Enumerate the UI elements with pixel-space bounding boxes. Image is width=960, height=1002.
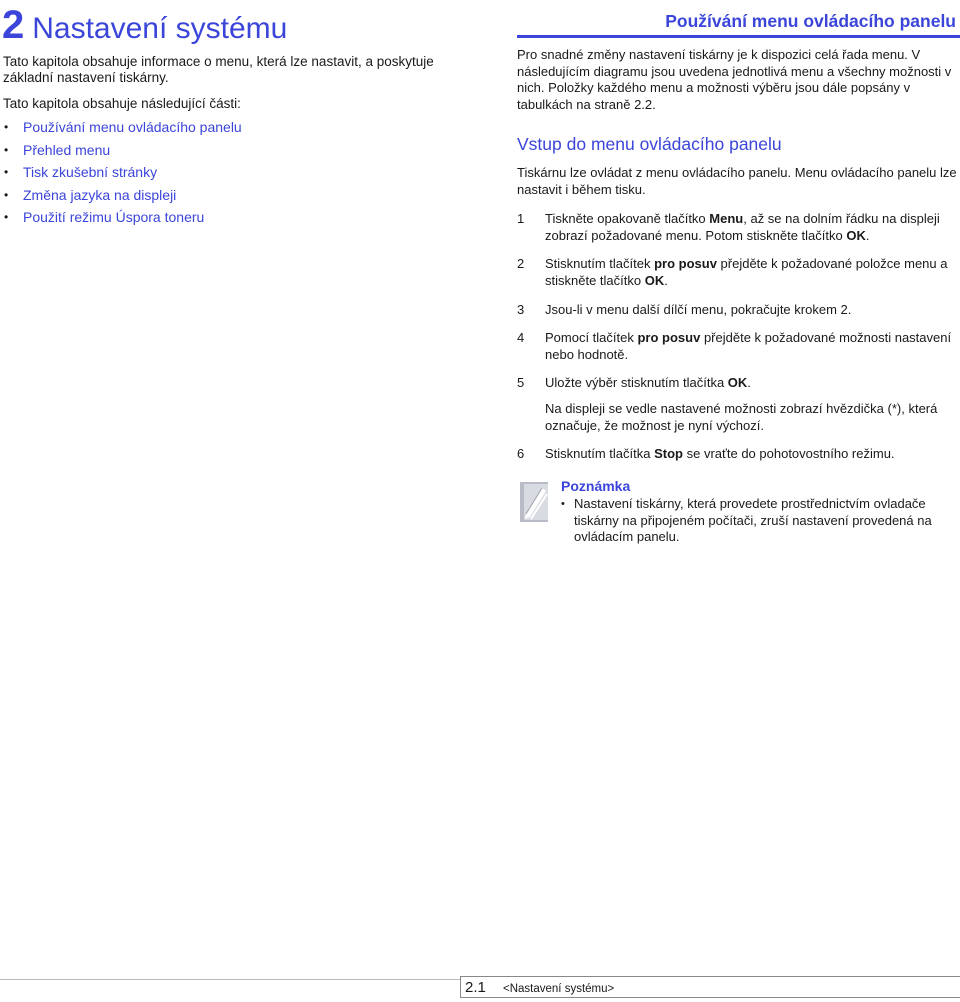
step-5-extra: Na displeji se vedle nastavené možnosti zobrazí hvězdička (*), která označuje, že možnost je nyní výchozí.	[545, 401, 938, 433]
bullet-icon: •	[4, 210, 9, 224]
toc-link[interactable]: Tisk zkušební stránky	[23, 164, 158, 180]
bullet-icon: •	[4, 187, 9, 202]
step-text: Stisknutím tlačítek pro posuv přejděte k požadované položce menu a stiskněte tlačítko OK.	[545, 256, 948, 288]
step-4	[517, 329, 960, 363]
toc-link[interactable]: Použití režimu Úspora toneru	[23, 209, 205, 225]
page-number: 2.1	[465, 979, 486, 996]
toc-intro: Tato kapitola obsahuje následující části:	[3, 96, 241, 111]
step-text: Uložte výběr stisknutím tlačítka OK.	[545, 375, 751, 390]
toc-item-test-page[interactable]	[3, 163, 242, 186]
toc-item-toner-save[interactable]	[3, 208, 242, 231]
subsection-body: Tiskárnu lze ovládat z menu ovládacího panelu. Menu ovládacího panelu lze nastavit i během tisku.	[517, 165, 957, 197]
bullet-icon: •	[561, 498, 565, 510]
bullet-icon: •	[4, 165, 9, 179]
note-pen-icon	[518, 480, 550, 524]
note-item	[561, 496, 960, 546]
chapter-number: 2	[2, 3, 25, 47]
toc-link[interactable]: Změna jazyka na displeji	[23, 186, 177, 203]
section-divider	[517, 35, 960, 38]
section-body: Pro snadné změny nastavení tiskárny je k dispozici celá řada menu. V následujícím diagramu jsou uvedena jednotlivá menu a všechny možnosti v nich. Položky každého menu a možnosti výběru jsou dále popsány v tabulkách na straně 2.2.	[517, 47, 952, 112]
step-text: Stisknutím tlačítka Stop se vraťte do pohotovostního režimu.	[545, 446, 895, 461]
step-number: 5	[517, 375, 525, 390]
chapter-title-text: Nastavení systému	[32, 12, 288, 45]
bullet-icon: •	[4, 142, 9, 157]
toc-item-menu-overview[interactable]	[3, 141, 242, 164]
step-number: 6	[517, 446, 525, 461]
note-text: Nastavení tiskárny, která provedete prostřednictvím ovladače tiskárny na připojeném počítači, zruší nastavení provedená na ovládacím panelu.	[574, 496, 932, 544]
step-number: 1	[517, 211, 525, 226]
footer-chapter-label: <Nastavení systému>	[503, 983, 615, 995]
note-title: Poznámka	[561, 478, 631, 494]
step-text: Pomocí tlačítek pro posuv přejděte k požadované možnosti nastavení nebo hodnotě.	[545, 330, 952, 362]
step-6	[517, 445, 960, 462]
step-5	[517, 374, 960, 434]
page-footer	[0, 976, 960, 1000]
chapter-intro: Tato kapitola obsahuje informace o menu, která lze nastavit, a poskytuje základní nastavení tiskárny.	[3, 54, 434, 85]
step-1	[517, 210, 960, 244]
step-text: Tiskněte opakovaně tlačítko Menu, až se na dolním řádku na displeji zobrazí požadované menu. Potom stiskněte tlačítko OK.	[545, 211, 940, 243]
toc-item-panel-menu[interactable]	[3, 118, 242, 141]
subsection-title: Vstup do menu ovládacího panelu	[517, 134, 782, 154]
toc-link[interactable]: Používání menu ovládacího panelu	[23, 119, 242, 135]
step-3	[517, 301, 960, 318]
step-number: 3	[517, 302, 525, 317]
step-text: Jsou-li v menu další dílčí menu, pokračujte krokem 2.	[545, 302, 852, 317]
step-2	[517, 255, 960, 289]
footer-divider	[0, 979, 460, 980]
section-title: Používání menu ovládacího panelu	[665, 11, 956, 31]
toc-item-display-language[interactable]	[3, 186, 242, 209]
bullet-icon: •	[4, 120, 9, 134]
chapter-title	[2, 2, 287, 52]
step-number: 4	[517, 330, 525, 345]
toc-link[interactable]: Přehled menu	[23, 141, 111, 158]
step-number: 2	[517, 256, 525, 271]
toc-list	[3, 118, 242, 231]
